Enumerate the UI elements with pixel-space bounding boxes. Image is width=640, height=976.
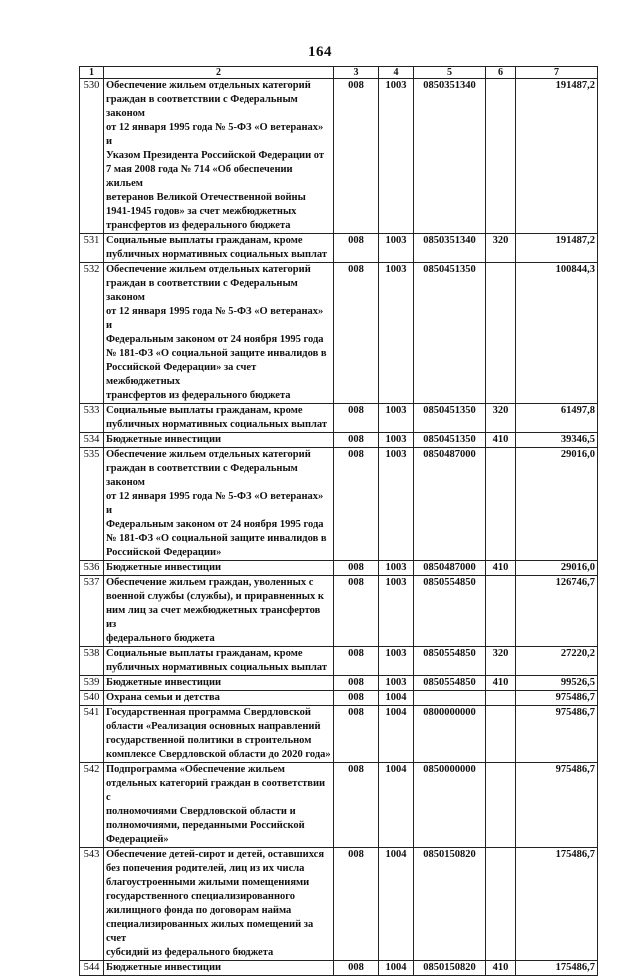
row-name-cell: Бюджетные инвестиции xyxy=(104,561,334,576)
row-section-code-cell: 1003 xyxy=(379,647,414,676)
row-target-code-cell: 0850554850 xyxy=(414,647,486,676)
row-ministry-code-cell: 008 xyxy=(334,263,379,404)
row-number-cell: 544 xyxy=(80,961,104,976)
row-expense-type-cell xyxy=(486,576,516,647)
row-section-code-cell: 1003 xyxy=(379,263,414,404)
row-number-cell: 542 xyxy=(80,763,104,848)
row-ministry-code-cell: 008 xyxy=(334,448,379,561)
row-amount-cell: 29016,0 xyxy=(516,448,598,561)
table-row xyxy=(80,961,598,976)
table-row xyxy=(80,404,598,433)
table-row xyxy=(80,848,598,961)
row-amount-cell: 29016,0 xyxy=(516,561,598,576)
row-target-code-cell: 0850487000 xyxy=(414,561,486,576)
table-header xyxy=(80,67,598,79)
row-name-cell: Бюджетные инвестиции xyxy=(104,433,334,448)
row-expense-type-cell: 320 xyxy=(486,647,516,676)
row-name-cell: Социальные выплаты гражданам, кроме публичных нормативных социальных выплат xyxy=(104,647,334,676)
header-col-5: 5 xyxy=(414,67,486,79)
header-row xyxy=(80,67,598,79)
row-section-code-cell: 1004 xyxy=(379,763,414,848)
row-name-cell: Государственная программа Свердловской области «Реализация основных направлений государственной политики в строительном комплексе Свердловской области до 2020 года» xyxy=(104,706,334,763)
table-row xyxy=(80,647,598,676)
table-row xyxy=(80,676,598,691)
row-target-code-cell: 0850487000 xyxy=(414,448,486,561)
row-amount-cell: 100844,3 xyxy=(516,263,598,404)
row-expense-type-cell: 410 xyxy=(486,433,516,448)
row-name-cell: Обеспечение жильем отдельных категорий граждан в соответствии с Федеральным законом от 12 января 1995 года № 5-ФЗ «О ветеранах» и Федеральным законом от 24 ноября 1995 года № 181-ФЗ «О социальной защите инвалидов в Российской Федерации» за счет межбюджетных трансфертов из федерального бюджета xyxy=(104,263,334,404)
budget-table xyxy=(79,66,598,976)
row-amount-cell: 191487,2 xyxy=(516,234,598,263)
row-name-cell: Охрана семьи и детства xyxy=(104,691,334,706)
row-number-cell: 530 xyxy=(80,79,104,234)
row-target-code-cell: 0850351340 xyxy=(414,234,486,263)
row-ministry-code-cell: 008 xyxy=(334,234,379,263)
row-expense-type-cell xyxy=(486,691,516,706)
row-amount-cell: 975486,7 xyxy=(516,706,598,763)
row-section-code-cell: 1004 xyxy=(379,691,414,706)
header-col-3: 3 xyxy=(334,67,379,79)
page-number: 164 xyxy=(308,44,332,60)
row-name-cell: Бюджетные инвестиции xyxy=(104,961,334,976)
row-number-cell: 532 xyxy=(80,263,104,404)
row-ministry-code-cell: 008 xyxy=(334,647,379,676)
row-number-cell: 537 xyxy=(80,576,104,647)
row-target-code-cell: 0850351340 xyxy=(414,79,486,234)
row-target-code-cell: 0850451350 xyxy=(414,263,486,404)
header-col-1: 1 xyxy=(80,67,104,79)
row-expense-type-cell: 410 xyxy=(486,561,516,576)
row-ministry-code-cell: 008 xyxy=(334,404,379,433)
row-number-cell: 534 xyxy=(80,433,104,448)
header-col-2: 2 xyxy=(104,67,334,79)
row-amount-cell: 975486,7 xyxy=(516,691,598,706)
row-section-code-cell: 1003 xyxy=(379,576,414,647)
row-number-cell: 543 xyxy=(80,848,104,961)
row-number-cell: 538 xyxy=(80,647,104,676)
row-target-code-cell: 0850451350 xyxy=(414,404,486,433)
row-section-code-cell: 1004 xyxy=(379,961,414,976)
row-target-code-cell: 0850554850 xyxy=(414,576,486,647)
row-amount-cell: 191487,2 xyxy=(516,79,598,234)
row-number-cell: 531 xyxy=(80,234,104,263)
row-ministry-code-cell: 008 xyxy=(334,79,379,234)
row-section-code-cell: 1003 xyxy=(379,433,414,448)
header-col-4: 4 xyxy=(379,67,414,79)
row-expense-type-cell xyxy=(486,448,516,561)
row-ministry-code-cell: 008 xyxy=(334,576,379,647)
row-ministry-code-cell: 008 xyxy=(334,763,379,848)
row-target-code-cell: 0850554850 xyxy=(414,676,486,691)
row-number-cell: 539 xyxy=(80,676,104,691)
table-row xyxy=(80,433,598,448)
table-row xyxy=(80,448,598,561)
row-expense-type-cell: 320 xyxy=(486,234,516,263)
row-section-code-cell: 1003 xyxy=(379,404,414,433)
row-ministry-code-cell: 008 xyxy=(334,961,379,976)
table-row xyxy=(80,263,598,404)
row-amount-cell: 39346,5 xyxy=(516,433,598,448)
row-target-code-cell: 0850150820 xyxy=(414,961,486,976)
row-amount-cell: 126746,7 xyxy=(516,576,598,647)
row-target-code-cell: 0850150820 xyxy=(414,848,486,961)
row-section-code-cell: 1004 xyxy=(379,848,414,961)
row-amount-cell: 175486,7 xyxy=(516,848,598,961)
row-number-cell: 541 xyxy=(80,706,104,763)
row-expense-type-cell xyxy=(486,706,516,763)
row-ministry-code-cell: 008 xyxy=(334,691,379,706)
row-amount-cell: 99526,5 xyxy=(516,676,598,691)
table-row xyxy=(80,763,598,848)
row-section-code-cell: 1004 xyxy=(379,706,414,763)
table-body xyxy=(80,79,598,976)
row-name-cell: Обеспечение жильем отдельных категорий граждан в соответствии с Федеральным законом от 12 января 1995 года № 5-ФЗ «О ветеранах» и Указом Президента Российской Федерации от 7 мая 2008 года № 714 «Об обеспечении жильем ветеранов Великой Отечественной войны 1941-1945 годов» за счет межбюджетных трансфертов из федерального бюджета xyxy=(104,79,334,234)
row-name-cell: Обеспечение жильем отдельных категорий граждан в соответствии с Федеральным законом от 12 января 1995 года № 5-ФЗ «О ветеранах» и Федеральным законом от 24 ноября 1995 года № 181-ФЗ «О социальной защите инвалидов в Российской Федерации» xyxy=(104,448,334,561)
row-expense-type-cell xyxy=(486,763,516,848)
header-col-6: 6 xyxy=(486,67,516,79)
row-name-cell: Социальные выплаты гражданам, кроме публичных нормативных социальных выплат xyxy=(104,234,334,263)
row-amount-cell: 175486,7 xyxy=(516,961,598,976)
row-expense-type-cell: 410 xyxy=(486,961,516,976)
row-section-code-cell: 1003 xyxy=(379,448,414,561)
row-amount-cell: 975486,7 xyxy=(516,763,598,848)
table-row xyxy=(80,79,598,234)
row-ministry-code-cell: 008 xyxy=(334,848,379,961)
row-name-cell: Социальные выплаты гражданам, кроме публичных нормативных социальных выплат xyxy=(104,404,334,433)
row-ministry-code-cell: 008 xyxy=(334,706,379,763)
row-name-cell: Обеспечение детей-сирот и детей, оставшихся без попечения родителей, лиц из их числа благоустроенными жилыми помещениями государственного специализированного жилищного фонда по договорам найма специализированных жилых помещений за счет субсидий из федерального бюджета xyxy=(104,848,334,961)
row-ministry-code-cell: 008 xyxy=(334,561,379,576)
row-section-code-cell: 1003 xyxy=(379,234,414,263)
row-expense-type-cell xyxy=(486,79,516,234)
row-expense-type-cell xyxy=(486,263,516,404)
row-target-code-cell: 0850000000 xyxy=(414,763,486,848)
row-section-code-cell: 1003 xyxy=(379,79,414,234)
table-row xyxy=(80,691,598,706)
table-row xyxy=(80,576,598,647)
row-number-cell: 536 xyxy=(80,561,104,576)
row-expense-type-cell: 320 xyxy=(486,404,516,433)
table-row xyxy=(80,561,598,576)
row-number-cell: 540 xyxy=(80,691,104,706)
row-expense-type-cell xyxy=(486,848,516,961)
row-name-cell: Обеспечение жильем граждан, уволенных с военной службы (службы), и приравненных к ним лиц за счет межбюджетных трансфертов из федерального бюджета xyxy=(104,576,334,647)
row-expense-type-cell: 410 xyxy=(486,676,516,691)
row-ministry-code-cell: 008 xyxy=(334,676,379,691)
row-ministry-code-cell: 008 xyxy=(334,433,379,448)
row-number-cell: 533 xyxy=(80,404,104,433)
table-row xyxy=(80,706,598,763)
row-section-code-cell: 1003 xyxy=(379,676,414,691)
table-row xyxy=(80,234,598,263)
row-amount-cell: 27220,2 xyxy=(516,647,598,676)
row-target-code-cell: 0800000000 xyxy=(414,706,486,763)
row-name-cell: Подпрограмма «Обеспечение жильем отдельных категорий граждан в соответствии с полномочиями Свердловской области и полномочиями, переданными Российской Федерацией» xyxy=(104,763,334,848)
row-target-code-cell: 0850451350 xyxy=(414,433,486,448)
row-number-cell: 535 xyxy=(80,448,104,561)
row-name-cell: Бюджетные инвестиции xyxy=(104,676,334,691)
row-target-code-cell xyxy=(414,691,486,706)
row-amount-cell: 61497,8 xyxy=(516,404,598,433)
row-section-code-cell: 1003 xyxy=(379,561,414,576)
header-col-7: 7 xyxy=(516,67,598,79)
